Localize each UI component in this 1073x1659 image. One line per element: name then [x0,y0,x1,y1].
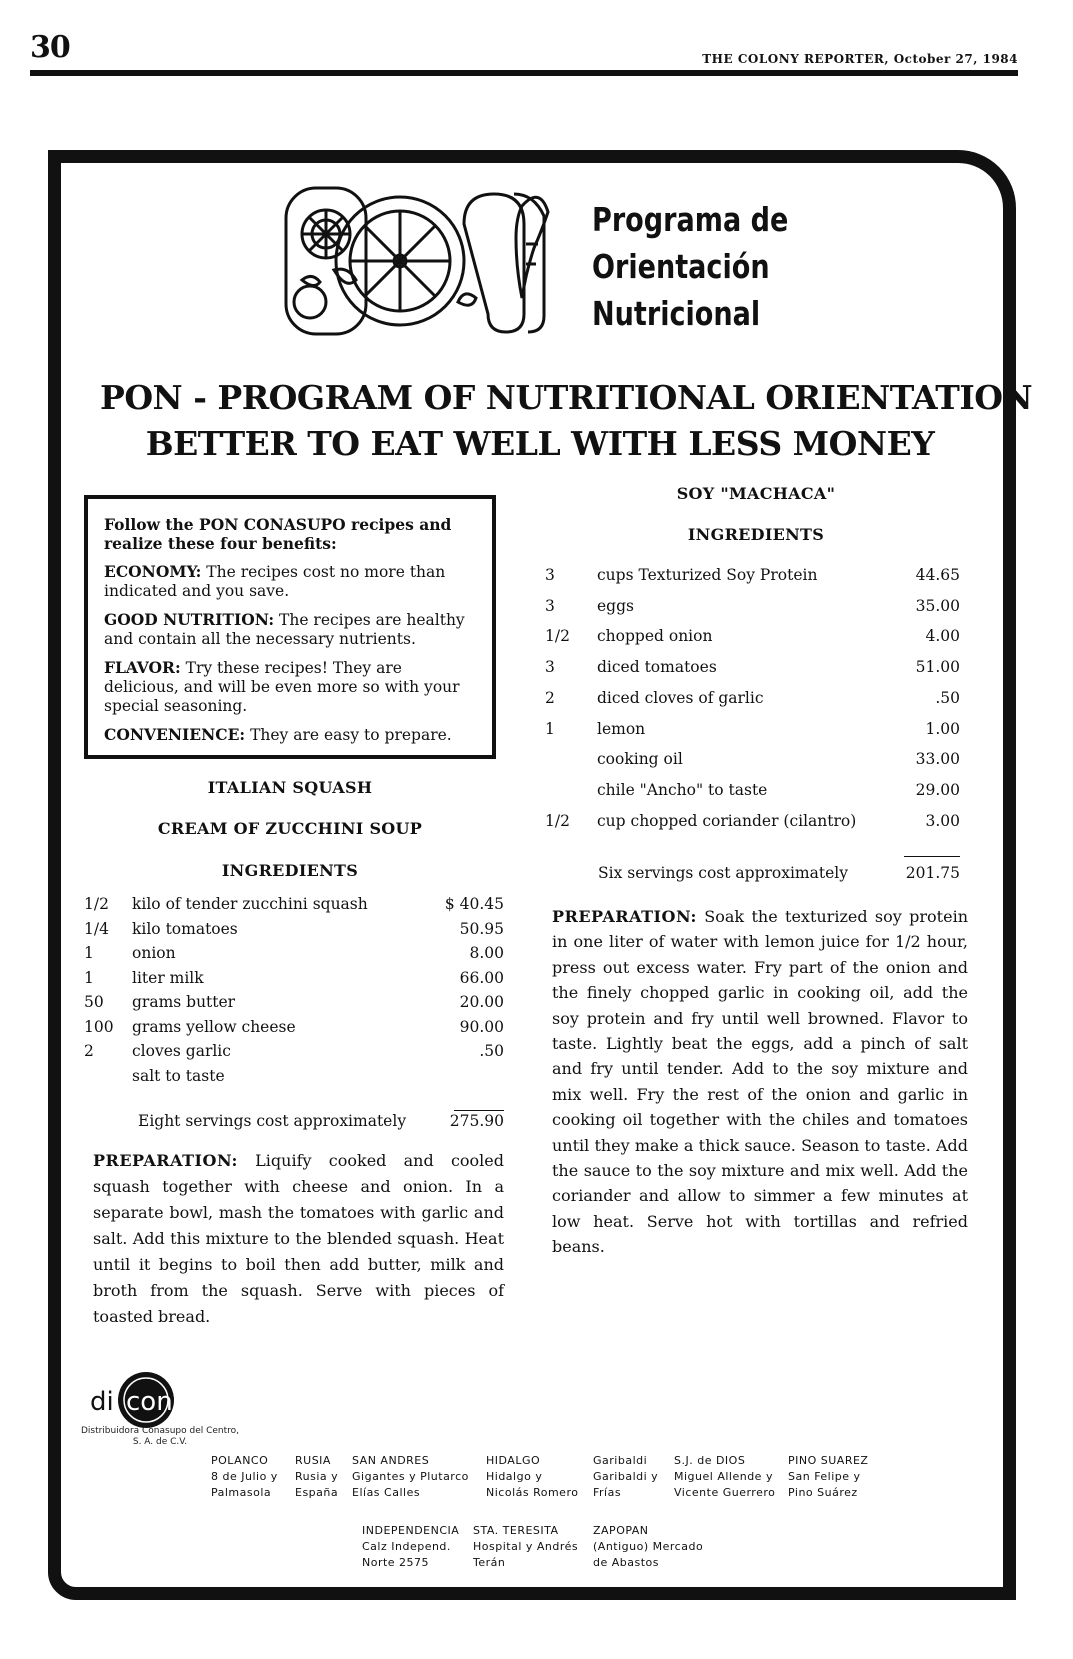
store-block [593,1453,658,1501]
store-address: España [295,1486,339,1499]
ingredient-price: $ 40.45 [444,895,504,913]
ingredient-row [84,1042,504,1064]
store-block [593,1523,703,1571]
ingredient-price: 90.00 [459,1017,504,1036]
ingredient-qty: 1/2 [84,895,109,913]
brand-rest: consa [126,1387,203,1417]
store-block [788,1453,868,1501]
store-address: 8 de Julio y [211,1470,278,1483]
ingredient-price: 29.00 [915,780,960,799]
ingredient-price: 51.00 [915,658,960,677]
store-address: Miguel Allende y [674,1470,773,1483]
ingredient-row [545,689,960,711]
store-block [674,1453,775,1501]
prep-text: Liquify cooked and cooled squash together with cheese and onion. In a separate bowl, mash the tomatoes with garlic and salt. Add this mixture to the blended squash. Heat until it begins to boil then add butter, milk and broth from the squash. Serve with pieces of toasted bread. [93,1151,504,1326]
prep-label: PREPARATION: [93,1151,238,1170]
ingredient-price: .50 [935,688,960,707]
benefit-convenience [104,725,476,745]
right-total-row [598,864,960,886]
benefit-text: They are easy to prepare. [250,726,452,744]
benefit-label: FLAVOR: [104,658,181,677]
store-address: Calz Independ. [362,1540,451,1553]
ingredient-price: 3.00 [925,811,960,830]
ingredient-row [545,658,960,680]
benefits-intro: Follow the PON CONASUPO recipes and realize these four benefits: [104,515,452,553]
ingredient-price: 1.00 [925,719,960,738]
right-preparation [552,904,968,1260]
store-name: SAN ANDRES [352,1454,430,1467]
ingredient-name: cup chopped coriander (cilantro) [597,811,857,830]
page-number: 30 [30,30,70,65]
store-address: Terán [473,1556,506,1569]
ingredient-qty: 1/2 [545,811,570,830]
store-address: de Abastos [593,1556,659,1569]
ingredient-name: grams yellow cheese [132,1017,296,1036]
store-block [352,1453,469,1501]
ingredient-qty: 1/4 [84,919,109,938]
left-total-rule [454,1110,504,1111]
ingredient-name: grams butter [132,993,236,1011]
headline-line-2: BETTER TO EAT WELL WITH LESS MONEY [145,424,935,463]
benefit-text: Try these recipes! They are delicious, and will be even more so with your special seasoning. [104,659,460,715]
store-address: Elías Calles [352,1486,421,1499]
ingredient-name: kilo of tender zucchini squash [132,895,368,913]
ingredient-qty: 1/2 [545,627,570,646]
benefits-box [84,495,496,759]
total-value: 275.90 [449,1112,504,1130]
prep-label: PREPARATION: [552,907,697,926]
ingredient-name: diced cloves of garlic [597,688,764,707]
left-ingredients-heading: INGREDIENTS [221,861,359,880]
store-address: Hospital y Andrés [473,1540,579,1553]
headline-line-1: PON - PROGRAM OF NUTRITIONAL ORIENTATION [100,378,1033,417]
ingredient-row [545,720,960,742]
store-address: Hidalgo y [486,1470,543,1483]
store-name: PINO SUAREZ [788,1454,869,1467]
store-address: (Antiguo) Mercado [593,1540,704,1553]
ingredient-name: chopped onion [597,627,713,646]
left-preparation [93,1148,504,1330]
ingredient-qty: 1 [545,719,555,738]
ingredient-price: 50.95 [459,919,504,938]
ingredient-name: onion [132,944,176,962]
store-block [295,1453,338,1501]
brand-prefix: di [90,1387,114,1417]
ingredient-row [545,627,960,649]
store-address: Garibaldi y [593,1470,659,1483]
ingredient-name: kilo tomatoes [132,919,238,938]
ingredient-row [84,1018,504,1040]
benefit-flavor [104,658,476,716]
sponsor-subtitle: Distribuidora Conasupo del Centro, S. A. de C.V. [80,1426,240,1447]
store-name: S.J. de DIOS [674,1454,746,1467]
benefit-economy [104,562,476,601]
store-block [486,1453,578,1501]
ingredient-row [84,920,504,942]
left-recipe-title-2: CREAM OF ZUCCHINI SOUP [157,819,423,838]
ingredient-price: 8.00 [469,944,504,962]
logo-line-3: Nutricional [592,294,761,333]
ingredient-price: 44.65 [915,566,960,584]
ingredient-name: salt to taste [132,1066,225,1085]
right-ingredients-heading: INGREDIENTS [687,525,825,544]
ingredient-row [84,993,504,1015]
store-address: Nicolás Romero [486,1486,579,1499]
store-block [362,1523,459,1571]
store-address: Norte 2575 [362,1556,430,1569]
ingredient-name: liter milk [132,968,204,987]
ingredient-price: 33.00 [915,750,960,769]
store-address: Rusia y [295,1470,339,1483]
ingredient-qty: 1 [84,944,94,962]
diconsa-logo [88,1370,218,1430]
header-rule [30,70,1018,76]
ingredient-qty: 1 [84,968,94,987]
ingredient-row [545,750,960,772]
ingredient-row [545,812,960,834]
logo-title [592,196,788,337]
store-name: STA. TERESITA [473,1524,559,1537]
store-address: Gigantes y Plutarco [352,1470,469,1483]
ingredient-price: 4.00 [925,627,960,646]
ingredient-row [84,944,504,966]
ingredient-qty: 3 [545,566,555,584]
ingredient-row [545,597,960,619]
total-value: 201.75 [905,864,960,882]
ingredient-name: chile "Ancho" to taste [597,780,768,799]
ingredient-row [545,781,960,803]
running-head: THE COLONY REPORTER, October 27, 1984 [702,52,1018,66]
ingredient-row [84,969,504,991]
ingredient-price: 20.00 [459,993,504,1011]
store-address: San Felipe y [788,1470,861,1483]
pon-logo-icon [282,184,574,338]
store-block [211,1453,278,1501]
left-recipe-title-1: ITALIAN SQUASH [207,778,373,797]
ingredient-price: 35.00 [915,596,960,615]
logo-line-2: Orientación [592,247,770,286]
store-name: HIDALGO [486,1454,541,1467]
ingredient-name: cups Texturized Soy Protein [597,566,818,584]
store-name: ZAPOPAN [593,1524,649,1537]
benefit-label: ECONOMY: [104,562,202,581]
ingredient-name: eggs [597,596,634,615]
ingredient-row [84,1067,504,1089]
benefit-text: The recipes cost no more than indicated and you save. [104,563,446,600]
ingredient-name: cooking oil [597,750,683,769]
store-name: RUSIA [295,1454,331,1467]
store-block [473,1523,578,1571]
store-name: Garibaldi [593,1454,648,1467]
total-label: Six servings cost approximately [598,864,848,882]
benefit-nutrition [104,610,476,649]
ingredient-name: diced tomatoes [597,658,717,677]
prep-text: Soak the texturized soy protein in one liter of water with lemon juice for 1/2 hour, press out excess water. Fry part of the onion and the finely chopped garlic in cooking oil, add the soy protein and fry until well browned. Flavor to taste. Lightly beat the eggs, add a pinch of salt and fry until tender. Add to the soy mixture and mix well. Fry the rest of the onion and garlic in cooking oil together with the chiles and tomatoes until they make a thick sauce. Season to taste. Add the sauce to the soy mixture and mix well. Add the coriander and allow to simmer a few minutes at low heat. Serve hot with tortillas and refried beans. [552,907,968,1257]
right-total-rule [904,856,960,857]
store-address: Vicente Guerrero [674,1486,776,1499]
ingredient-price: 66.00 [459,968,504,987]
benefit-label: GOOD NUTRITION: [104,610,275,629]
ingredient-row [84,895,504,917]
store-address: Palmasola [211,1486,272,1499]
ingredient-qty: 100 [84,1017,114,1036]
ingredient-qty: 2 [545,688,555,707]
ingredient-qty: 50 [84,993,104,1011]
store-address: Frías [593,1486,622,1499]
ingredient-name: lemon [597,719,646,738]
total-label: Eight servings cost approximately [138,1112,407,1130]
logo-line-1: Programa de [592,200,789,239]
store-name: POLANCO [211,1454,269,1467]
benefit-text: The recipes are healthy and contain all the necessary nutrients. [104,611,465,648]
benefit-label: CONVENIENCE: [104,725,246,744]
left-total-row [138,1112,504,1134]
ingredient-price: .50 [479,1042,504,1060]
ingredient-row [545,566,960,588]
ingredient-qty: 2 [84,1042,94,1060]
store-address: Pino Suárez [788,1486,858,1499]
ingredient-name: cloves garlic [132,1042,231,1060]
store-name: INDEPENDENCIA [362,1524,460,1537]
right-recipe-title: SOY "MACHACA" [676,484,836,503]
ingredient-qty: 3 [545,596,555,615]
ingredient-qty: 3 [545,658,555,677]
